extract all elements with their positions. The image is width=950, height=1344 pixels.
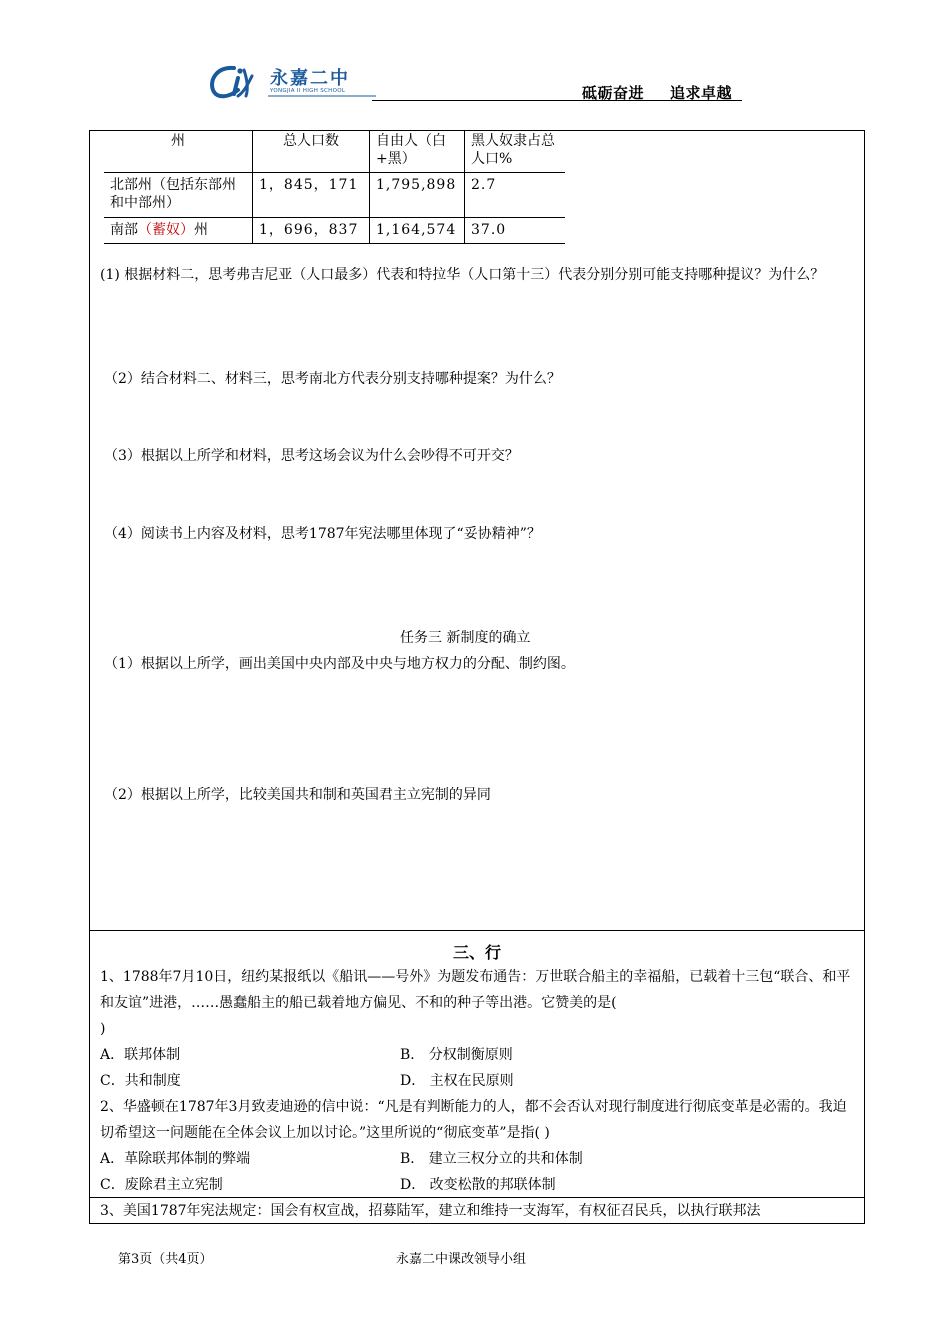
free-cell: 1,164,574	[370, 218, 465, 244]
state-suffix: 州	[194, 222, 208, 238]
option-c: C．废除君主立宪制	[100, 1177, 223, 1193]
option-b: B． 建立三权分立的共和体制	[400, 1151, 583, 1167]
state-prefix: 南部	[110, 222, 138, 238]
motto-part-2: 追求卓越	[670, 84, 733, 102]
question-3: （3）根据以上所学和材料，思考这场会议为什么会吵得不可开交？	[104, 448, 519, 464]
population-table	[104, 130, 565, 244]
exercise-3-stem: 3、美国1787年宪法规定：国会有权宣战，招募陆军，建立和维持一支海军，有权征召民兵，以执行联邦法	[100, 1203, 761, 1219]
section-title: 三、行	[452, 943, 501, 962]
question-2: （2）结合材料二、材料三，思考南北方代表分别支持哪种提案？为什么？	[104, 371, 561, 387]
pct-cell: 2.7	[465, 173, 566, 218]
option-a: A．联邦体制	[100, 1047, 181, 1063]
option-d: D． 主权在民原则	[400, 1073, 514, 1089]
exercise-2-stem: 2、华盛顿在1787年3月致麦迪逊的信中说：“凡是有判断能力的人，都不会否认对现行制度进行彻底变革是必需的。我迫切希望这一问题能在全体会议上加以讨论。”这里所说的“彻底变革”是指( )	[100, 1099, 847, 1141]
footer-org: 永嘉二中课改领导小组	[396, 1252, 527, 1267]
option-b: B． 分权制衡原则	[400, 1047, 513, 1063]
state-cell: 北部州（包括东部州和中部州）	[104, 173, 253, 218]
pct-cell: 37.0	[465, 218, 566, 244]
section-divider	[89, 930, 865, 931]
school-logo	[208, 62, 376, 102]
table-header-cell: 自由人（白+黑）	[370, 130, 465, 173]
option-a: A．革除联邦体制的弊端	[100, 1151, 251, 1167]
total-cell: 1，696，837	[253, 218, 370, 244]
option-d: D． 改变松散的邦联体制	[400, 1177, 556, 1193]
page-number: 第3页（共4页）	[118, 1252, 213, 1267]
exercise-1-stem: 1、1788年7月10日，纽约某报纸以《船讯——号外》为题发布通告：万世联合船主的幸福船，已载着十三包“联合、和平和友谊”进港，……愚蠢船主的船已载着地方偏见、不和的种子等出港。它赞美的是(	[100, 969, 851, 1011]
task3-question-1: （1）根据以上所学，画出美国中央内部及中央与地方权力的分配、制约图。	[104, 656, 575, 672]
table-row	[104, 173, 565, 218]
option-c: C．共和制度	[100, 1073, 181, 1089]
table-header-cell: 州	[104, 130, 253, 173]
table-header-cell: 总人口数	[253, 130, 370, 173]
state-cell	[104, 218, 253, 244]
school-motto	[582, 82, 758, 103]
free-cell: 1,795,898	[370, 173, 465, 218]
logo-subtext: YONGJIA II HIGH SCHOOL	[270, 88, 346, 94]
table-header-row	[104, 130, 565, 173]
question-4: （4）阅读书上内容及材料，思考1787年宪法哪里体现了“妥协精神”？	[104, 526, 541, 542]
table-header-cell: 黑人奴隶占总人口%	[465, 130, 566, 173]
task3-question-2: （2）根据以上所学，比较美国共和制和英国君主立宪制的异同	[104, 787, 491, 803]
question-1: (1) 根据材料二，思考弗吉尼亚（人口最多）代表和特拉华（人口第十三）代表分别分别可能支持哪种提议？为什么？	[100, 267, 825, 283]
total-cell: 1，845，171	[253, 173, 370, 218]
state-highlight: （蓄奴）	[138, 222, 194, 238]
table-row	[104, 218, 565, 244]
task3-title: 任务三 新制度的确立	[400, 630, 531, 646]
exercise-1	[100, 964, 860, 1042]
logo-text: 永嘉二中	[270, 68, 350, 89]
motto-part-1: 砥砺奋进	[582, 84, 645, 102]
exercise-1-close: )	[100, 1021, 106, 1037]
